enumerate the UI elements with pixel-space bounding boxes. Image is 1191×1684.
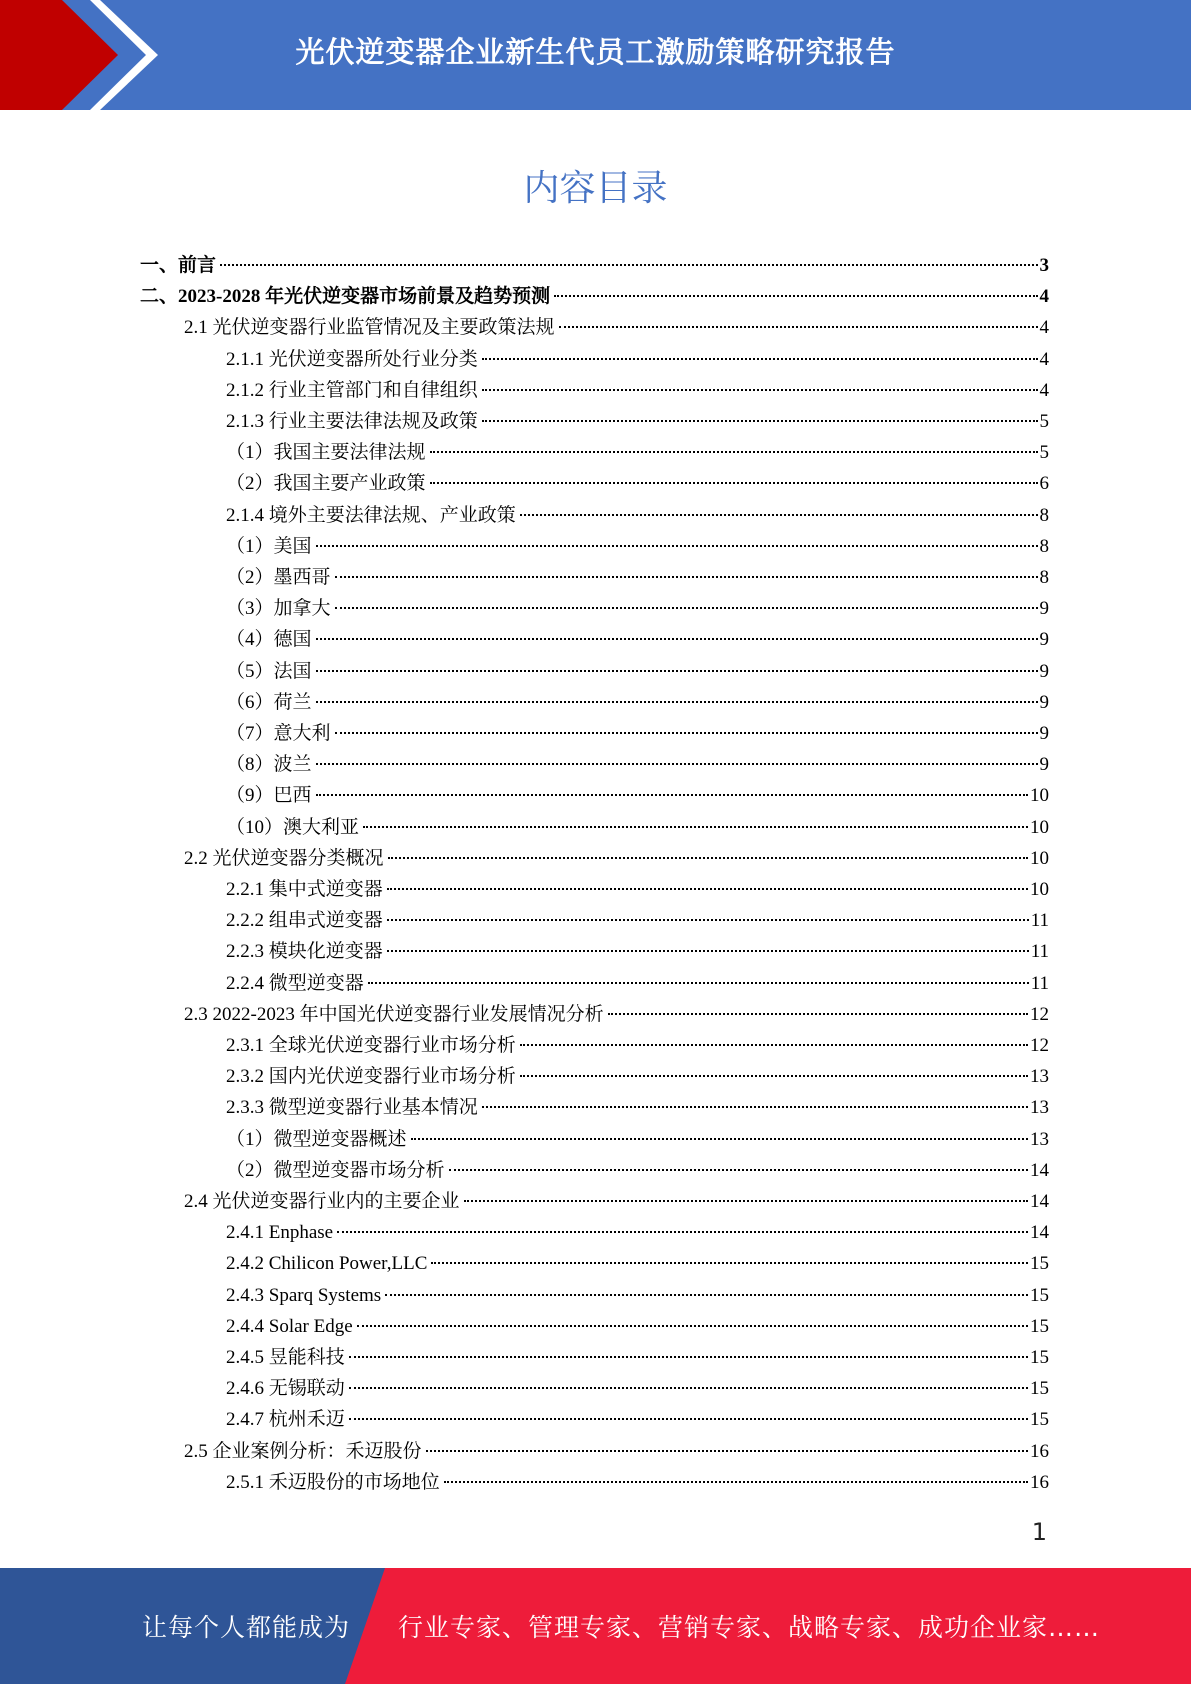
toc-entry-label: 2.1.2 行业主管部门和自律组织	[226, 379, 478, 401]
toc-entry-label: 2.3.1 全球光伏逆变器行业市场分析	[226, 1035, 516, 1056]
toc-entry-page: 5	[1039, 442, 1049, 464]
toc-entry[interactable]	[226, 1377, 1049, 1405]
toc-entry-page: 8	[1039, 535, 1049, 557]
footer-slogan-right: 行业专家、管理专家、营销专家、战略专家、成功企业家……	[398, 1613, 1101, 1642]
toc-dot-leader	[388, 857, 1028, 859]
toc-entry[interactable]	[226, 940, 1049, 968]
page-footer	[0, 1568, 1191, 1684]
toc-dot-leader	[385, 1294, 1028, 1296]
toc-entry-page: 10	[1030, 879, 1049, 900]
toc-dot-leader	[430, 451, 1038, 453]
toc-entry[interactable]	[226, 1159, 1049, 1187]
toc-entry-label: （5）法国	[226, 660, 312, 682]
toc-entry-page: 10	[1030, 785, 1049, 807]
toc-dot-leader	[368, 982, 1029, 984]
toc-entry-page: 9	[1039, 723, 1049, 744]
toc-dot-leader	[316, 701, 1038, 703]
toc-entry-page: 9	[1039, 598, 1049, 620]
toc-dot-leader	[387, 919, 1029, 921]
toc-entry-label: 2.5.1 禾迈股份的市场地位	[226, 1471, 440, 1493]
toc-entry-page: 12	[1030, 1035, 1049, 1056]
toc-entry-page: 8	[1039, 504, 1049, 526]
toc-entry-page: 15	[1030, 1315, 1049, 1337]
toc-entry-page: 13	[1030, 1066, 1049, 1088]
toc-entry-label: 二、2023-2028 年光伏逆变器市场前景及趋势预测	[140, 286, 551, 308]
toc-entry-label: 2.4.1 Enphase	[226, 1222, 334, 1244]
toc-entry-label: 2.4.3 Sparq Systems	[226, 1284, 382, 1306]
page-header	[0, 0, 1191, 110]
toc-entry[interactable]	[226, 1128, 1049, 1156]
toc-entry[interactable]	[226, 691, 1049, 719]
toc-entry[interactable]	[184, 1003, 1049, 1031]
toc-dot-leader	[482, 358, 1038, 360]
toc-dot-leader	[482, 389, 1038, 391]
toc-entry-page: 15	[1030, 1409, 1049, 1431]
toc-entry[interactable]	[226, 504, 1049, 532]
toc-entry[interactable]	[226, 1065, 1049, 1093]
toc-dot-leader	[520, 514, 1038, 516]
toc-entry-page: 10	[1030, 816, 1049, 838]
toc-entry-page: 14	[1030, 1159, 1049, 1181]
toc-entry-label: （1）微型逆变器概述	[226, 1128, 407, 1150]
toc-dot-leader	[482, 1106, 1028, 1108]
toc-entry[interactable]	[226, 972, 1049, 1000]
toc-dot-leader	[316, 794, 1028, 796]
toc-entry[interactable]	[226, 410, 1049, 438]
toc-entry-page: 16	[1030, 1471, 1049, 1493]
toc-dot-leader	[608, 1013, 1028, 1015]
toc-dot-leader	[363, 826, 1028, 828]
toc-dot-leader	[520, 1044, 1028, 1046]
toc-entry-label: 2.4.2 Chilicon Power,LLC	[226, 1253, 428, 1275]
toc-dot-leader	[316, 763, 1038, 765]
toc-entry-page: 13	[1030, 1128, 1049, 1150]
toc-entry-label: 2.4.5 昱能科技	[226, 1347, 345, 1368]
toc-dot-leader	[430, 482, 1038, 484]
toc-entry-label: 2.2 光伏逆变器分类概况	[184, 847, 384, 869]
toc-entry[interactable]	[226, 566, 1049, 594]
toc-entry[interactable]	[226, 472, 1049, 500]
toc-entry-page: 10	[1030, 847, 1049, 869]
toc-entry[interactable]	[226, 1221, 1049, 1249]
toc-entry-page: 15	[1030, 1284, 1049, 1306]
toc-entry[interactable]	[226, 1252, 1049, 1280]
toc-entry-label: 2.3.3 微型逆变器行业基本情况	[226, 1097, 478, 1119]
toc-entry-label: 一、前言	[140, 255, 217, 276]
toc-entry[interactable]	[226, 441, 1049, 469]
toc-entry-label: 2.2.4 微型逆变器	[226, 972, 364, 994]
toc-entry-page: 8	[1039, 567, 1049, 588]
toc-entry-page: 11	[1030, 972, 1049, 994]
toc-entry[interactable]	[184, 1440, 1049, 1468]
toc-dot-leader	[316, 638, 1038, 640]
toc-entry-label: （6）荷兰	[226, 691, 312, 713]
toc-entry-label: 2.4.6 无锡联动	[226, 1378, 345, 1400]
toc-entry-label: （1）美国	[226, 535, 312, 557]
toc-entry[interactable]	[226, 722, 1049, 750]
toc-entry-label: 2.4 光伏逆变器行业内的主要企业	[184, 1191, 460, 1212]
toc-entry-label: 2.2.2 组串式逆变器	[226, 910, 383, 932]
toc-dot-leader	[316, 670, 1038, 672]
toc-entry-label: 2.4.7 杭州禾迈	[226, 1409, 345, 1431]
toc-dot-leader	[411, 1138, 1028, 1140]
toc-dot-leader	[559, 326, 1038, 328]
report-title: 光伏逆变器企业新生代员工激励策略研究报告	[295, 34, 896, 69]
toc-entry-label: （10）澳大利亚	[226, 816, 360, 838]
toc-dot-leader	[316, 545, 1038, 547]
toc-entry-page: 9	[1039, 660, 1049, 682]
toc-dot-leader	[349, 1387, 1028, 1389]
toc-entry[interactable]	[226, 816, 1049, 844]
toc-entry[interactable]	[226, 597, 1049, 625]
toc-entry[interactable]	[226, 1315, 1049, 1343]
toc-entry-page: 11	[1030, 910, 1049, 932]
toc-dot-leader	[349, 1356, 1028, 1358]
toc-entry-label: 2.2.1 集中式逆变器	[226, 879, 383, 900]
toc-entry[interactable]	[226, 535, 1049, 563]
toc-entry-page: 16	[1030, 1440, 1049, 1462]
toc-entry-label: 2.1 光伏逆变器行业监管情况及主要政策法规	[184, 317, 555, 339]
toc-entry[interactable]	[184, 1190, 1049, 1218]
toc-dot-leader	[335, 607, 1038, 609]
toc-entry[interactable]	[226, 1408, 1049, 1436]
toc-entry[interactable]	[226, 628, 1049, 656]
toc-entry-label: 2.4.4 Solar Edge	[226, 1315, 353, 1337]
toc-dot-leader	[482, 420, 1038, 422]
toc-entry-page: 11	[1030, 941, 1049, 963]
toc-entry-page: 4	[1039, 348, 1049, 370]
toc-entry-label: 2.1.1 光伏逆变器所处行业分类	[226, 348, 478, 370]
toc-dot-leader	[449, 1169, 1028, 1171]
toc-entry-label: （1）我国主要法律法规	[226, 442, 426, 464]
toc-entry-page: 5	[1039, 411, 1049, 432]
toc-entry[interactable]	[184, 316, 1049, 344]
toc-entry[interactable]	[226, 878, 1049, 906]
toc-entry-label: （7）意大利	[226, 723, 331, 744]
toc-entry-label: 2.1.4 境外主要法律法规、产业政策	[226, 504, 516, 526]
toc-entry-label: 2.2.3 模块化逆变器	[226, 941, 383, 963]
toc-heading: 内容目录	[523, 168, 668, 209]
toc-entry-page: 4	[1039, 379, 1049, 401]
toc-entry[interactable]	[226, 660, 1049, 688]
toc-dot-leader	[387, 888, 1028, 890]
toc-entry[interactable]	[140, 254, 1049, 282]
toc-dot-leader	[444, 1481, 1028, 1483]
toc-dot-leader	[335, 576, 1038, 578]
footer-slogan-left: 让每个人都能成为	[142, 1613, 351, 1642]
toc-entry-page: 15	[1030, 1347, 1049, 1368]
toc-dot-leader	[387, 950, 1029, 952]
toc-entry-page: 9	[1039, 691, 1049, 713]
toc-entry-page: 4	[1039, 286, 1049, 308]
toc-entry[interactable]	[140, 285, 1049, 313]
toc-entry[interactable]	[226, 909, 1049, 937]
toc-entry[interactable]	[226, 1346, 1049, 1374]
toc-entry[interactable]	[226, 1471, 1049, 1499]
toc-entry-page: 15	[1030, 1253, 1049, 1275]
toc-entry[interactable]	[226, 379, 1049, 407]
toc-entry[interactable]	[226, 348, 1049, 376]
toc-entry-page: 14	[1030, 1191, 1049, 1212]
toc-entry[interactable]	[184, 847, 1049, 875]
toc-entry-page: 9	[1039, 754, 1049, 776]
toc-entry-page: 4	[1039, 317, 1049, 339]
toc-entry[interactable]	[226, 784, 1049, 812]
toc-entry-page: 3	[1039, 255, 1049, 276]
toc-entry[interactable]	[226, 753, 1049, 781]
toc-entry[interactable]	[226, 1034, 1049, 1062]
toc-entry-label: 2.3 2022-2023 年中国光伏逆变器行业发展情况分析	[184, 1003, 604, 1025]
toc-entry-label: （2）我国主要产业政策	[226, 473, 426, 495]
toc-dot-leader	[335, 732, 1038, 734]
toc-entry-page: 12	[1030, 1003, 1049, 1025]
toc-entry-label: 2.1.3 行业主要法律法规及政策	[226, 411, 478, 432]
toc-dot-leader	[431, 1262, 1028, 1264]
toc-entry-page: 13	[1030, 1097, 1049, 1119]
toc-entry-page: 15	[1030, 1378, 1049, 1400]
toc-entry-label: 2.5 企业案例分析：禾迈股份	[184, 1440, 422, 1462]
toc-entry-page: 14	[1030, 1222, 1049, 1244]
toc-dot-leader	[554, 295, 1037, 297]
toc-dot-leader	[520, 1075, 1028, 1077]
toc-entry-label: （3）加拿大	[226, 598, 331, 620]
toc-entry[interactable]	[226, 1096, 1049, 1124]
toc-entry-label: 2.3.2 国内光伏逆变器行业市场分析	[226, 1066, 516, 1088]
toc-entry[interactable]	[226, 1284, 1049, 1312]
toc-entry-label: （8）波兰	[226, 754, 312, 776]
toc-entry-label: （2）墨西哥	[226, 567, 331, 588]
toc-entry-label: （2）微型逆变器市场分析	[226, 1159, 445, 1181]
toc-dot-leader	[220, 264, 1037, 266]
page-number: 1	[1031, 1518, 1047, 1546]
toc-dot-leader	[464, 1200, 1028, 1202]
toc-dot-leader	[337, 1231, 1028, 1233]
toc-entry-label: （4）德国	[226, 629, 312, 651]
toc-entry-page: 6	[1039, 473, 1049, 495]
toc-entry-page: 9	[1039, 629, 1049, 651]
toc-dot-leader	[357, 1325, 1028, 1327]
toc-entry-label: （9）巴西	[226, 785, 312, 807]
toc-dot-leader	[349, 1418, 1028, 1420]
toc-dot-leader	[426, 1450, 1028, 1452]
